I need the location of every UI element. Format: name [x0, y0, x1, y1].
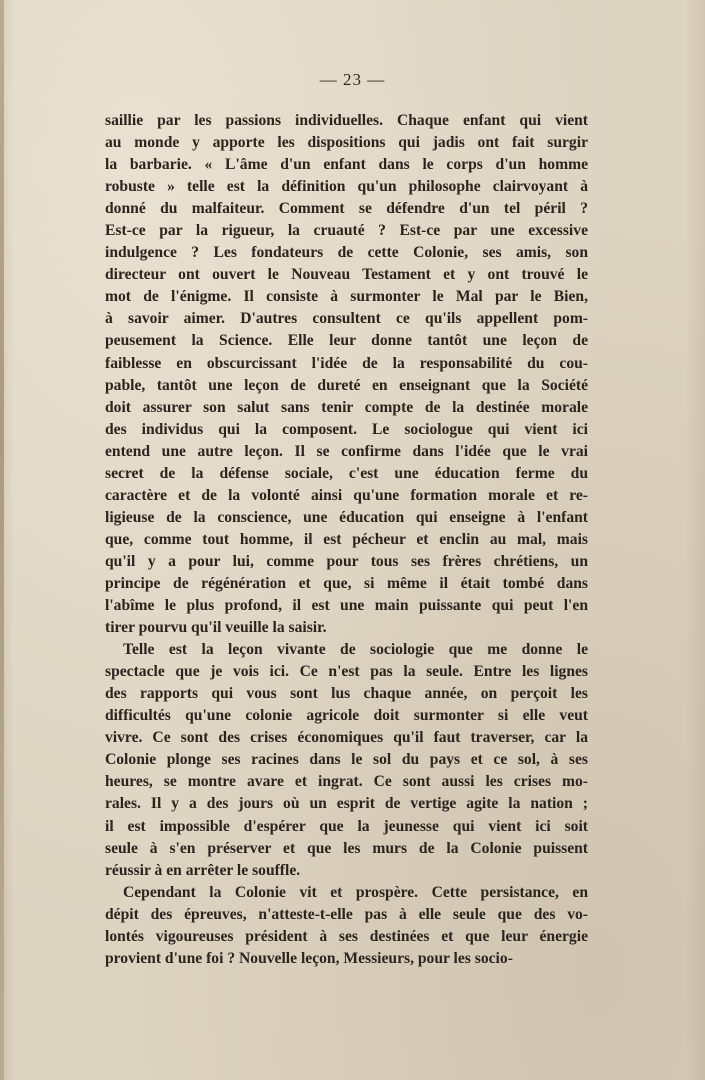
- paragraph-3: [105, 882, 588, 970]
- text-line: directeur ont ouvert le Nouveau Testament et y ont trouvé le: [105, 266, 588, 284]
- text-line: ligieuse de la conscience, une éducation qui enseigne à l'enfant: [105, 508, 588, 526]
- text-line: mot de l'énigme. Il consiste à surmonter le Mal par le Bien,: [105, 288, 588, 306]
- text-line: que, comme tout homme, il est pécheur et enclin au mal, mais: [105, 530, 588, 548]
- text-line: Telle est la leçon vivante de sociologie que me donne le: [123, 641, 588, 659]
- text-line: indulgence ? Les fondateurs de cette Colonie, ses amis, son: [105, 244, 588, 262]
- text-line: dépit des épreuves, n'atteste-t-elle pas à elle seule que des vo-: [105, 905, 588, 923]
- text-line: faiblesse en obscurcissant l'idée de la responsabilité du cou-: [105, 354, 588, 372]
- text-line: il est impossible d'espérer que la jeunesse qui vient ici soit: [105, 817, 588, 835]
- page-number: — 23 —: [319, 70, 386, 89]
- text-line: la barbarie. « L'âme d'un enfant dans le corps d'un homme: [105, 156, 588, 174]
- text-line: qu'il y a pour lui, comme pour tous ses frères chrétiens, un: [105, 552, 588, 570]
- text-line: spectacle que je vois ici. Ce n'est pas la seule. Entre les lignes: [105, 663, 588, 681]
- text-line: Colonie plonge ses racines dans le sol du pays et ce sol, à ses: [105, 751, 588, 769]
- text-line: secret de la défense sociale, c'est une éducation ferme du: [105, 464, 588, 482]
- text-line: réussir à en arrêter le souffle.: [105, 861, 301, 879]
- page-binding-edge: [0, 0, 4, 1080]
- body-text: [105, 110, 588, 970]
- text-line: entend une autre leçon. Il se confirme dans l'idée que le vrai: [105, 442, 588, 460]
- text-line: tirer pourvu qu'il veuille la saisir.: [105, 619, 327, 637]
- paragraph-2: [105, 639, 588, 882]
- text-line: au monde y apporte les dispositions qui jadis ont fait surgir: [105, 134, 588, 152]
- text-line: heures, se montre avare et ingrat. Ce sont aussi les crises mo-: [105, 773, 588, 791]
- text-line: difficultés qu'une colonie agricole doit surmonter si elle veut: [105, 707, 588, 725]
- text-line: doit assurer son salut sans tenir compte de la destinée morale: [105, 398, 588, 416]
- text-line: seule à s'en préserver et que les murs de la Colonie puissent: [105, 839, 588, 857]
- text-line: donné du malfaiteur. Comment se défendre d'un tel péril ?: [105, 200, 588, 218]
- text-line: pable, tantôt une leçon de dureté en enseignant que la Société: [105, 376, 588, 394]
- text-line: saillie par les passions individuelles. Chaque enfant qui vient: [105, 112, 588, 129]
- text-line: des rapports qui vous sont lus chaque année, on perçoit les: [105, 685, 588, 703]
- text-line: caractère et de la volonté ainsi qu'une formation morale et re-: [105, 486, 588, 504]
- text-line: rales. Il y a des jours où un esprit de vertige agite la nation ;: [105, 795, 588, 813]
- text-line: Est-ce par la rigueur, la cruauté ? Est-ce par une excessive: [105, 222, 588, 240]
- text-line: à savoir aimer. D'autres consultent ce qu'ils appellent pom-: [105, 310, 588, 328]
- text-line: l'abîme le plus profond, il est une main puissante qui peut l'en: [105, 597, 588, 615]
- text-line: Cependant la Colonie vit et prospère. Cette persistance, en: [123, 883, 588, 901]
- text-line: peusement la Science. Elle leur donne tantôt une leçon de: [105, 332, 588, 350]
- text-line: principe de régénération et que, si même il était tombé dans: [105, 574, 588, 592]
- text-line: vivre. Ce sont des crises économiques qu'il faut traverser, car la: [105, 729, 588, 747]
- text-line: provient d'une foi ? Nouvelle leçon, Messieurs, pour les socio-: [105, 949, 513, 967]
- text-line: des individus qui la composent. Le sociologue qui vient ici: [105, 420, 588, 438]
- text-line: lontés vigoureuses président à ses destinées et que leur énergie: [105, 927, 588, 945]
- text-line: robuste » telle est la définition qu'un philosophe clairvoyant à: [105, 178, 588, 196]
- paragraph-1: [105, 110, 588, 639]
